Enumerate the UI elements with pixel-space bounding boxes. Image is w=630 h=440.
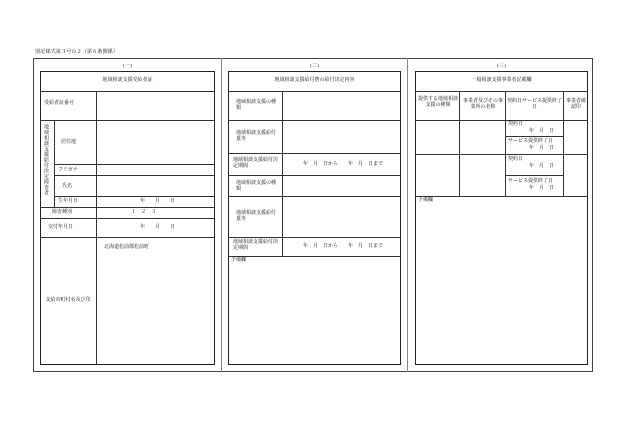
issue-date-value: 年 月 日: [140, 224, 176, 230]
row-line: [228, 120, 401, 121]
period-value-1: 年 月 日から 年 月 日まで: [303, 161, 384, 167]
row-line: [54, 175, 215, 176]
section-one-title: 地域相談支援受給者証: [102, 77, 153, 83]
col-line: [505, 91, 506, 196]
row-line: [415, 154, 588, 155]
fold-divider-2: [407, 58, 408, 372]
benefit-amount-label-2: 地域相談支援給付量等: [236, 210, 277, 223]
end-date-label-2: サービス提供終了日: [508, 178, 554, 184]
contract-date-label-2: 契約日: [508, 156, 524, 162]
period-value-2: 年 月 日から 年 月 日まで: [303, 243, 384, 249]
section-two-title: 地域相談支援給付費の給付決定内容: [274, 77, 355, 83]
recipient-side-label: 地域相談支援給付決定障害者: [43, 124, 49, 196]
municipality-value: 北海道松前郡松前町: [104, 244, 150, 250]
row-line: [415, 196, 588, 197]
section-three-title: 一般相談支援事業者記載欄: [471, 77, 532, 83]
fold-divider-1: [221, 58, 222, 372]
row-line: [228, 175, 401, 176]
row-line: [54, 196, 215, 197]
form-title: 別記様式第３号の２（第６条関係）: [35, 49, 119, 55]
name-label: 氏名: [62, 183, 73, 189]
row-line: [228, 256, 401, 257]
benefit-amount-label-1: 地域相談支援給付量等: [236, 130, 277, 143]
col-service-type-header: 提供する地域相談支援の種類: [418, 96, 459, 109]
disability-value: １ ２ ３: [131, 209, 157, 215]
col-line: [459, 91, 460, 196]
section-three-notes-label: 予備欄: [418, 197, 434, 203]
furigana-label: フリガナ: [58, 167, 78, 173]
row-line: [505, 175, 563, 176]
row-line: [228, 91, 401, 92]
col-line: [282, 91, 283, 256]
birth-value: 年 月 日: [140, 198, 176, 204]
service-type-label-1: 地域相談支援の種類: [236, 99, 277, 112]
row-line: [54, 164, 215, 165]
col-line: [563, 91, 564, 196]
address-label: 居住地: [61, 139, 77, 145]
period-label-1: 地域相談支援給付決定期間: [233, 157, 279, 170]
col-seal-header: 事業者確認印: [565, 98, 586, 111]
row-line: [415, 120, 588, 121]
contract-date-value-2: 年 月 日: [529, 163, 555, 169]
service-type-label-2: 地域相談支援の種類: [236, 180, 277, 193]
recipient-number-label: 受給者証番号: [44, 100, 75, 106]
end-date-label-1: サービス提供終了日: [508, 138, 554, 144]
birth-label: 生年月日: [58, 198, 79, 204]
contract-date-value-1: 年 月 日: [529, 128, 555, 134]
row-line: [40, 120, 215, 121]
row-line: [40, 91, 215, 92]
section-three-number: (三): [497, 63, 506, 69]
issue-date-label: 交付年月日: [48, 224, 74, 230]
col-line: [96, 237, 97, 365]
municipality-label: 支給市町村名及び印: [45, 297, 91, 303]
row-line: [40, 218, 215, 219]
col-contract-header: 契約日サービス提供終了日: [507, 98, 563, 111]
section-two-number: (二): [310, 63, 319, 69]
end-date-value-1: 年 月 日: [529, 145, 555, 151]
row-line: [40, 207, 215, 208]
row-line: [228, 196, 401, 197]
section-two-notes-label: 予備欄: [231, 257, 247, 263]
end-date-value-2: 年 月 日: [529, 185, 555, 191]
contract-date-label-1: 契約日: [508, 121, 524, 127]
period-label-2: 地域相談支援給付決定期間: [233, 239, 279, 252]
row-line: [40, 237, 215, 238]
col-provider-header: 事業者及びその事業所の名称: [462, 98, 503, 111]
row-line: [505, 136, 563, 137]
disability-label: 障害種別: [52, 209, 73, 215]
row-line: [228, 153, 401, 154]
row-line: [228, 237, 401, 238]
section-one-number: (一): [123, 63, 132, 69]
